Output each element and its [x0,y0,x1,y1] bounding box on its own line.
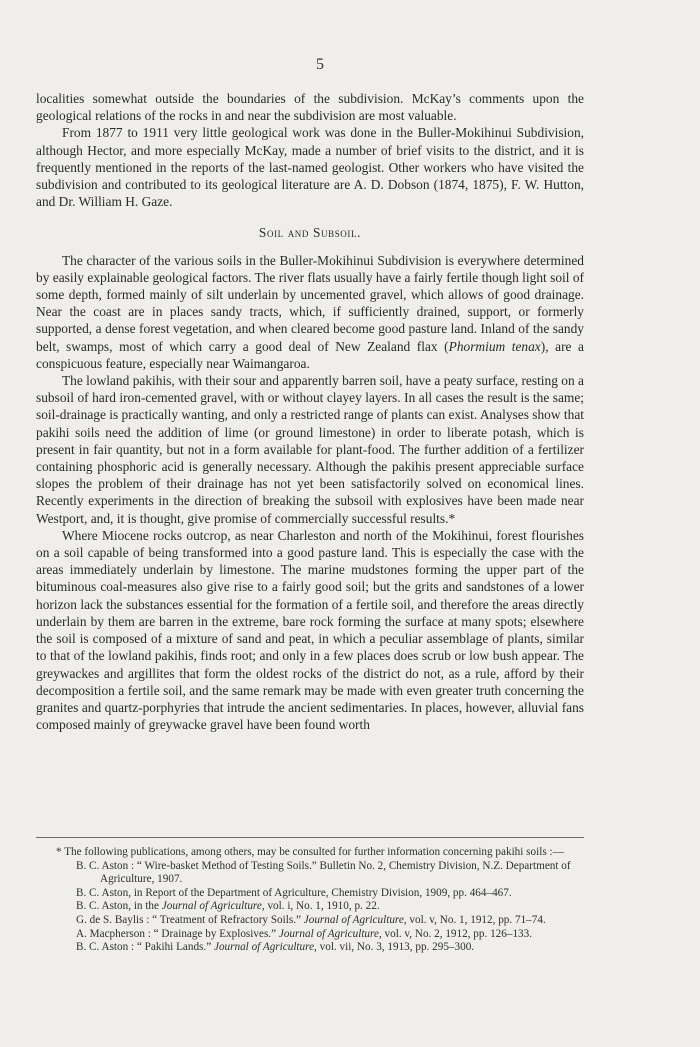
reference-text: B. C. Aston, in the [76,900,162,913]
reference-details: , vol. v, No. 2, 1912, pp. 126–133. [378,927,533,940]
soil-p1-text-b: ), are a conspicuous feature, especially near Waimangaroa. [36,338,584,371]
footnotes [36,846,584,955]
reference-item [36,887,584,901]
reference-text: B. C. Aston : “ Wire-basket Method of Testing Soils.” Bulletin No. 2, Chemistry Division, N.Z. Department of Agriculture, 1907. [76,859,571,886]
reference-text: A. Macpherson : “ Drainage by Explosives.” [76,927,279,940]
page-number: 5 [316,56,324,73]
reference-list [36,860,584,955]
journal-title: Journal of Agriculture [278,927,379,940]
soil-p1-text-a: The character of the various soils in the Buller-Mokihinui Subdivision is everywhere determined by easily explainable geological factors. The river flats usually have a fairly fertile though light soil of some depth, formed mainly of silt underlain by uncemented gravel, which allows of good drainage. Near the coast are in places sandy tracts, which, if sufficiently drained, support, or formerly supported, a dense forest vegetation, and when cleared become good pasture land. Inland of the sandy belt, swamps, most of which carry a good deal of New Zealand flax ( [36,252,584,354]
reference-item [36,928,584,942]
journal-title: Journal of Agriculture [213,941,315,954]
paragraph-intro-continued: localities somewhat outside the boundaries of the subdivision. McKay’s comments upon the geological relations of the rocks in and near the subdivision are most valuable. [36,91,584,124]
reference-details: , vol. vii, No. 3, 1913, pp. 295–300. [314,941,475,954]
reference-item [36,900,584,914]
paragraph-soil-character [36,252,584,372]
species-name: Phormium tenax [448,338,541,354]
reference-text: B. C. Aston : “ Pakihi Lands.” [76,941,214,954]
journal-title: Journal of Agriculture [161,900,262,913]
journal-title: Journal of Agriculture [303,913,404,926]
reference-item [36,914,584,928]
reference-text: G. de S. Baylis : “ Treatment of Refractory Soils.” [76,913,304,926]
footnote-divider [36,837,584,838]
body-text [36,90,584,733]
paragraph-miocene-rocks: Where Miocene rocks outcrop, as near Charleston and north of the Mokihinui, forest flourishes on a soil capable of being transformed into a good pasture land. This is especially the case with the areas immediately underlain by limestone. The marine mudstones forming the upper part of the bituminous coal-measures also give rise to a fairly good soil; but the grits and sandstones of a lower horizon lack the substances essential for the formation of a fertile soil, and therefore the areas directly underlain by them are barren in the extreme, bare rock forming the surface at many spots; elsewhere the soil is composed of a mixture of sand and peat, in which a peculiar assemblage of plants, similar to that of the lowland pakihis, finds root; and only in a few places does scrub or low bush appear. The greywackes and argillites that form the oldest rocks of the district do not, as a rule, afford by their decomposition a fertile soil, and the same remark may be made with even greater truth concerning the granites and quartz-porphyries that intrude the ancient sedimentaries. In places, however, alluvial fans composed mainly of greywacke gravel have been found worth [36,527,584,733]
paragraph-geological-history: From 1877 to 1911 very little geological work was done in the Buller-Mokihinui Subdivision, although Hector, and more especially McKay, made a number of brief visits to the district, and it is frequently mentioned in the reports of the last-named geologist. Other workers who have visited the subdivision and contributed to its geological literature are A. D. Dobson (1874, 1875), F. W. Hutton, and Dr. William H. Gaze. [36,125,584,210]
reference-details: , vol. i, No. 1, 1910, p. 22. [261,900,380,913]
reference-item [36,860,584,887]
paragraph-pakihis: The lowland pakihis, with their sour and apparently barren soil, have a peaty surface, resting on a subsoil of hard iron-cemented gravel, with or without clayey layers. In all cases the result is the same; soil-drainage is practically wanting, and only a restricted range of plants can exist. Analyses show that pakihi soils need the addition of lime (or ground limestone) in order to liberate potash, which is present in fair quantity, but not in a form available for plant-food. The further addition of a fertilizer containing phosphoric acid is generally necessary. Although the pakihis present appreciable surface slopes the problem of their drainage has not yet been satisfactorily solved on economical lines. Recently experiments in the direction of breaking the subsoil with explosives have been made near Westport, and, it is thought, give promise of commercially successful results.* [36,373,584,526]
reference-text: B. C. Aston, in Report of the Department of Agriculture, Chemistry Division, 1909, pp. 464–467. [76,886,512,899]
section-heading: Soil and Subsoil. [258,225,362,241]
reference-details: , vol. v, No. 1, 1912, pp. 71–74. [403,913,546,926]
reference-item [36,941,584,955]
footnote-intro: * The following publications, among others, may be consulted for further information concerning pakihi soils :— [56,846,564,858]
